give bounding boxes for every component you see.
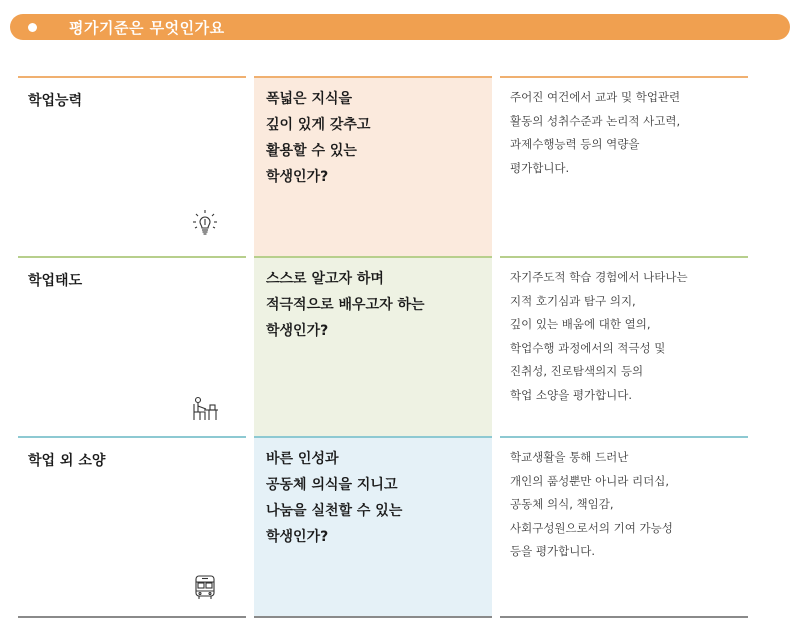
description-line: 학교생활을 통해 드러난 bbox=[510, 450, 629, 464]
description-line: 자기주도적 학습 경험에서 나타나는 bbox=[510, 270, 688, 284]
section-header bbox=[10, 14, 790, 40]
criteria-row-academic-ability bbox=[18, 76, 748, 256]
criteria-label: 학업태도 bbox=[28, 273, 83, 289]
criteria-label: 학업 외 소양 bbox=[28, 453, 106, 469]
criteria-description-cell bbox=[500, 256, 748, 436]
criteria-description-cell bbox=[500, 76, 748, 256]
section-title: 평가기준은 무엇인가요 bbox=[69, 18, 225, 37]
criteria-description bbox=[510, 446, 673, 564]
criteria-label-cell bbox=[18, 436, 246, 618]
description-line: 주어진 여건에서 교과 및 학업관련 bbox=[510, 90, 681, 104]
criteria-description bbox=[510, 86, 680, 180]
description-line: 깊이 있는 배움에 대한 열의, bbox=[510, 317, 651, 331]
description-line: 공동체 의식, 책임감, bbox=[510, 497, 614, 511]
criteria-table bbox=[18, 76, 748, 618]
description-line: 평가합니다. bbox=[510, 160, 570, 175]
criteria-label: 학업능력 bbox=[28, 93, 83, 109]
criteria-question bbox=[266, 266, 425, 344]
question-line: 바른 인성과 bbox=[266, 451, 339, 467]
question-line: 스스로 알고자 하며 bbox=[266, 271, 384, 287]
criteria-question-cell bbox=[254, 76, 492, 256]
criteria-description bbox=[510, 266, 688, 407]
question-line: 나눔을 실천할 수 있는 bbox=[266, 503, 403, 519]
criteria-row-academic-attitude bbox=[18, 256, 748, 436]
question-line: 공동체 의식을 지니고 bbox=[266, 477, 398, 493]
lightbulb-icon bbox=[188, 206, 222, 240]
criteria-row-extracurricular bbox=[18, 436, 748, 618]
question-line: 활용할 수 있는 bbox=[266, 143, 357, 159]
student-desk-icon bbox=[188, 392, 222, 426]
description-line: 학업 소양을 평가합니다. bbox=[510, 387, 633, 402]
criteria-question-cell bbox=[254, 256, 492, 436]
criteria-question bbox=[266, 86, 370, 190]
bus-icon bbox=[188, 570, 222, 604]
description-line: 지적 호기심과 탐구 의지, bbox=[510, 293, 636, 308]
question-line: 학생인가? bbox=[266, 323, 329, 339]
description-line: 개인의 품성뿐만 아니라 리더십, bbox=[510, 473, 670, 488]
criteria-label-cell bbox=[18, 76, 246, 256]
description-line: 등을 평가합니다. bbox=[510, 544, 596, 558]
description-line: 활동의 성취수준과 논리적 사고력, bbox=[510, 113, 681, 128]
criteria-question-cell bbox=[254, 436, 492, 618]
question-line: 학생인가? bbox=[266, 169, 329, 185]
description-line: 진취성, 진로탐색의지 등의 bbox=[510, 364, 644, 378]
description-line: 학업수행 과정에서의 적극성 및 bbox=[510, 340, 666, 355]
bullet-dot-icon bbox=[28, 23, 37, 32]
question-line: 깊이 있게 갖추고 bbox=[266, 117, 371, 133]
description-line: 사회구성원으로서의 기여 가능성 bbox=[510, 520, 673, 535]
question-line: 학생인가? bbox=[266, 529, 329, 545]
question-line: 폭넓은 지식을 bbox=[266, 91, 353, 107]
description-line: 과제수행능력 등의 역량을 bbox=[510, 137, 640, 151]
criteria-label-cell bbox=[18, 256, 246, 436]
question-line: 적극적으로 배우고자 하는 bbox=[266, 297, 425, 313]
criteria-question bbox=[266, 446, 402, 550]
criteria-description-cell bbox=[500, 436, 748, 618]
